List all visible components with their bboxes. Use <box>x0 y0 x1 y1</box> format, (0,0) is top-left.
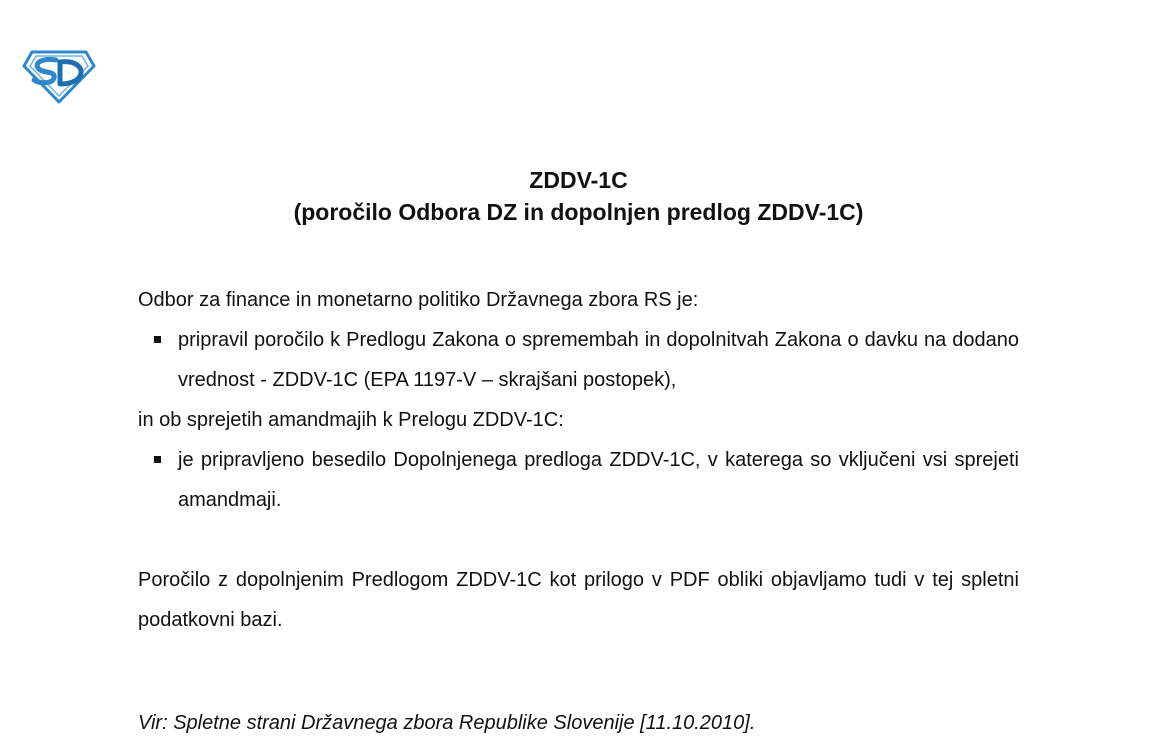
intro-paragraph: Odbor za finance in monetarno politiko Državnega zbora RS je: <box>138 289 699 311</box>
logo-shield-icon <box>22 46 96 104</box>
closing-paragraph: Poročilo z dopolnjenim Predlogom ZDDV-1C kot prilogo v PDF obliki objavljamo tudi v tej spletni podatkovni bazi. <box>138 569 1019 631</box>
bullet-item-2 <box>138 440 1019 520</box>
source-citation: Vir: Spletne strani Državnega zbora Republike Slovenije [11.10.2010]. <box>138 712 756 734</box>
square-bullet-icon <box>154 456 161 463</box>
square-bullet-icon <box>154 336 161 343</box>
bullet-item-1 <box>138 320 1019 400</box>
bullet-text-1: pripravil poročilo k Predlogu Zakona o spremembah in dopolnitvah Zakona o davku na dodano vrednost - ZDDV-1C (EPA 1197-V – skrajšani postopek), <box>178 329 1019 391</box>
document-heading <box>0 164 1157 228</box>
document-body <box>138 280 1019 640</box>
bullet-text-2: je pripravljeno besedilo Dopolnjenega predloga ZDDV-1C, v katerega so vključeni vsi sprejeti amandmaji. <box>178 449 1019 511</box>
middle-paragraph: in ob sprejetih amandmajih k Prelogu ZDDV-1C: <box>138 409 564 431</box>
spacer <box>138 520 1019 560</box>
logo <box>22 46 96 104</box>
document-subtitle: (poročilo Odbora DZ in dopolnjen predlog ZDDV-1C) <box>293 199 864 225</box>
document-title: ZDDV-1C <box>529 167 628 193</box>
